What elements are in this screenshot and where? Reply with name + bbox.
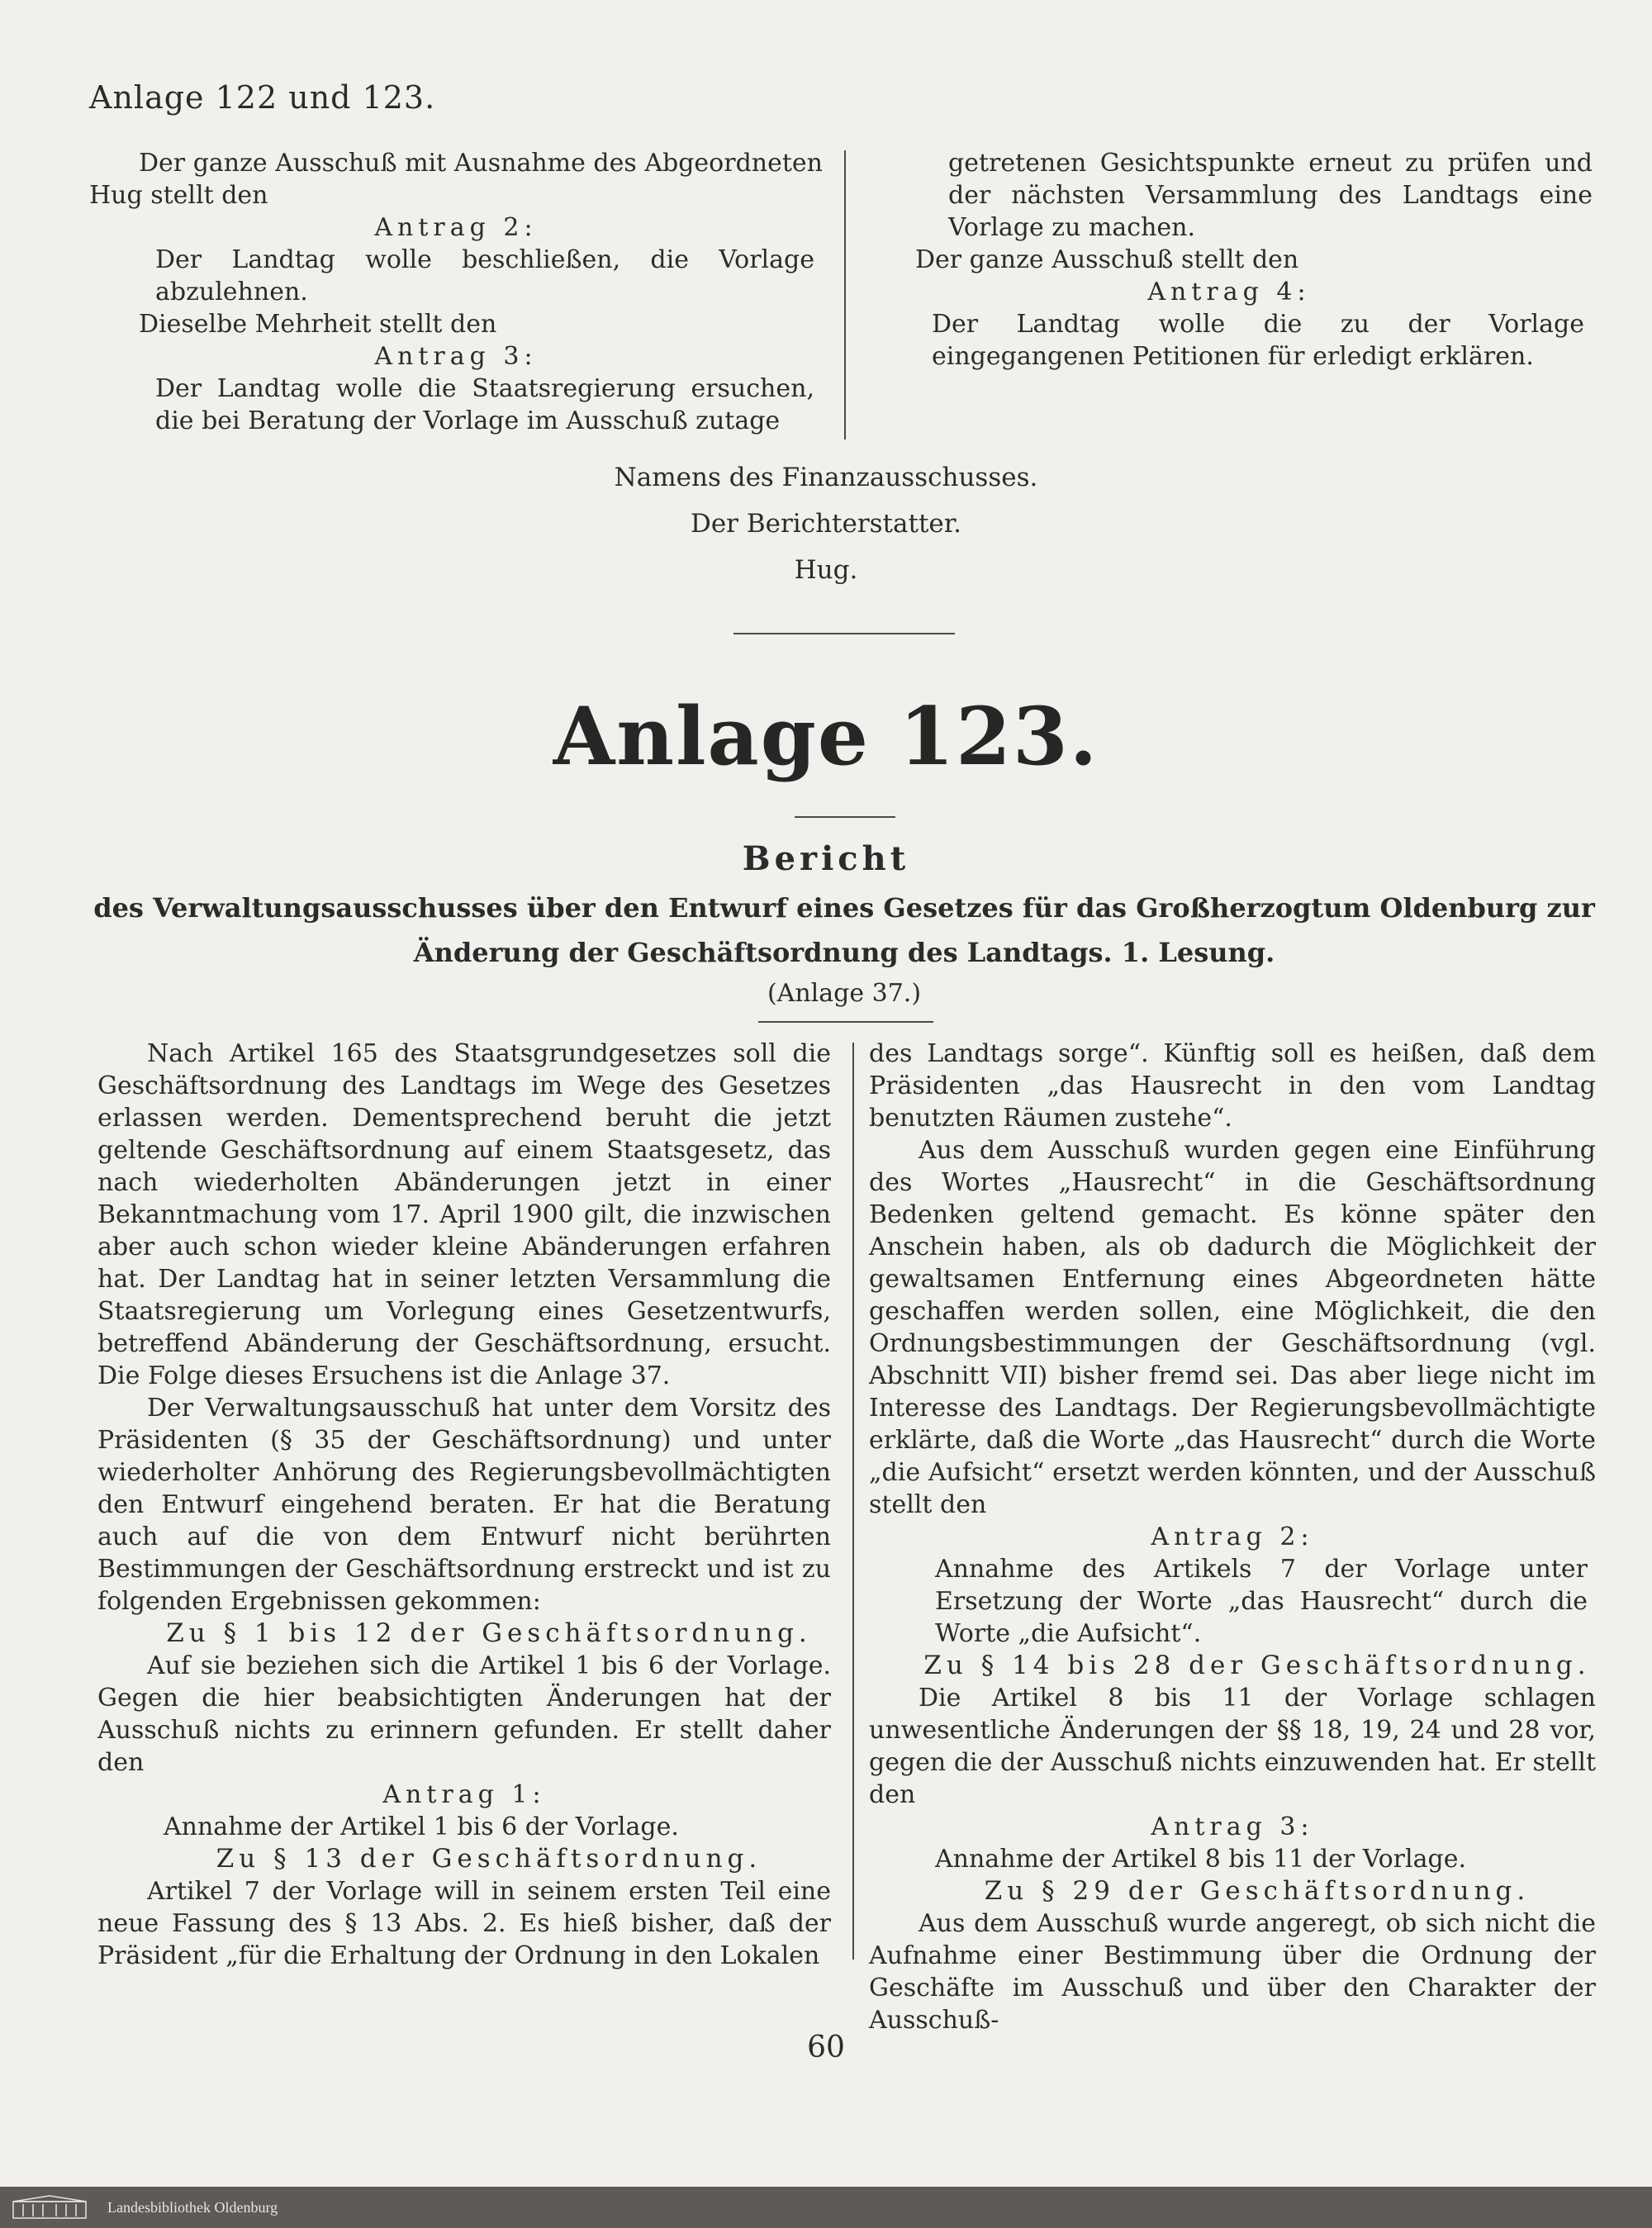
column-divider <box>844 150 846 439</box>
motion-text: Der Landtag wolle die Staatsregierung ersuchen, die bei Beratung der Vorlage im Ausschuß zutage <box>155 374 814 435</box>
section-heading: Zu § 13 der Geschäftsordnung. <box>216 1844 762 1874</box>
main-left-column <box>97 1038 831 1972</box>
motion-text: Annahme der Artikel 8 bis 11 der Vorlage. <box>935 1845 1466 1874</box>
motion-label: Antrag 2: <box>374 213 538 242</box>
separator-rule <box>733 633 955 634</box>
motion-label: Antrag 3: <box>1151 1812 1314 1841</box>
paragraph: Der ganze Ausschuß stellt den <box>915 245 1299 274</box>
report-subtitle-line2: Änderung der Geschäftsordnung des Landtags. 1. Lesung. <box>413 937 1275 968</box>
page-number: 60 <box>807 2031 845 2064</box>
paragraph: Artikel 7 der Vorlage will in seinem ersten Teil eine neue Fassung des § 13 Abs. 2. Es hieß bisher, daß der Präsident „für die Erhaltung der Ordnung in den Lokalen <box>97 1877 831 1970</box>
paragraph: getretenen Gesichtspunkte erneut zu prüfen und der nächsten Versammlung des Landtags eine Vorlage zu machen. <box>948 149 1593 242</box>
motion-label: Antrag 2: <box>1151 1523 1314 1551</box>
section-heading: Zu § 1 bis 12 der Geschäftsordnung. <box>166 1618 812 1648</box>
report-subtitle-line1: des Verwaltungsausschusses über den Entwurf eines Gesetzes für das Großherzogtum Oldenburg zur <box>93 892 1595 924</box>
paragraph: des Landtags sorge“. Künftig soll es heißen, daß dem Präsidenten „das Hausrecht in den vom Landtag benutzten Räumen zustehe“. <box>869 1039 1596 1133</box>
paragraph: Aus dem Ausschuß wurde angeregt, ob sich nicht die Aufnahme einer Bestimmung über die Ordnung der Geschäfte im Ausschuß und über den Charakter der Ausschuß- <box>869 1909 1596 2035</box>
running-head: Anlage 122 und 123. <box>89 79 436 116</box>
signature-committee: Namens des Finanzausschusses. <box>614 463 1038 492</box>
column-divider <box>852 1043 854 1960</box>
paragraph: Die Artikel 8 bis 11 der Vorlage schlagen unwesentliche Änderungen der §§ 18, 19, 24 und 28 vor, gegen die der Ausschuß nichts einzuwenden hat. Er stellt den <box>869 1684 1596 1809</box>
footer-bar <box>0 2187 1652 2228</box>
page-title: Anlage 123. <box>553 690 1099 783</box>
footer-library-name: Landesbibliothek Oldenburg <box>107 2198 278 2216</box>
paragraph: Dieselbe Mehrheit stellt den <box>139 310 497 339</box>
section-heading: Zu § 14 bis 28 der Geschäftsordnung. <box>923 1651 1591 1680</box>
motion-text: Annahme des Artikels 7 der Vorlage unter Ersetzung der Worte „das Hausrecht“ durch die Worte „die Aufsicht“. <box>935 1555 1588 1648</box>
library-building-icon <box>8 2192 91 2222</box>
motion-text: Der Landtag wolle beschließen, die Vorlage abzulehnen. <box>155 245 814 306</box>
paragraph: Nach Artikel 165 des Staatsgrundgesetzes soll die Geschäftsordnung des Landtags im Wege des Gesetzes erlassen werden. Dementsprechend beruht die jetzt geltende Geschäftsordnung auf einem Staatsgesetz, das nach wiederholten Abänderungen jetzt in einer Bekanntmachung vom 17. April 1900 gilt, die inzwischen aber auch schon wieder kleine Abänderungen erfahren hat. Der Landtag hat in seiner letzten Versammlung die Staatsregierung um Vorlegung eines Gesetzentwurfs, betreffend Abänderung der Geschäftsordnung, ersucht. Die Folge dieses Ersuchens ist die Anlage 37. <box>97 1039 831 1390</box>
report-rule <box>758 1021 933 1023</box>
motion-text: Annahme der Artikel 1 bis 6 der Vorlage. <box>164 1812 679 1841</box>
title-rule <box>795 816 895 818</box>
signature-role: Der Berichterstatter. <box>690 509 962 539</box>
motion-label: Antrag 1: <box>382 1780 546 1809</box>
paragraph: Auf sie beziehen sich die Artikel 1 bis 6 der Vorlage. Gegen die hier beabsichtigten Änderungen hat der Ausschuß nichts zu erinnern gefunden. Er stellt daher den <box>97 1651 831 1777</box>
paragraph: Aus dem Ausschuß wurden gegen eine Einführung des Wortes „Hausrecht“ in die Geschäftsordnung Bedenken geltend gemacht. Es könne später den Anschein haben, als ob dadurch die Möglichkeit der gewaltsamen Entfernung eines Abgeordneten hätte geschaffen werden sollen, eine Möglichkeit, die den Ordnungsbestimmungen der Geschäftsordnung (vgl. Abschnitt VII) bisher fremd sei. Das aber liege nicht im Interesse des Landtags. Der Regierungsbevollmächtigte erklärte, daß die Worte „das Hausrecht“ durch die Worte „die Aufsicht“ ersetzt werden könnten, und der Ausschuß stellt den <box>869 1136 1596 1519</box>
main-right-column <box>869 1038 1596 2036</box>
report-reference: (Anlage 37.) <box>767 979 922 1008</box>
section-heading: Zu § 29 der Geschäftsordnung. <box>984 1876 1531 1906</box>
motion-label: Antrag 4: <box>1147 278 1311 306</box>
motion-label: Antrag 3: <box>374 342 538 371</box>
paragraph: Der ganze Ausschuß mit Ausnahme des Abgeordneten Hug stellt den <box>89 149 823 210</box>
motion-text: Der Landtag wolle die zu der Vorlage eingegangenen Petitionen für erledigt erklären. <box>932 310 1584 371</box>
top-right-column <box>866 147 1593 373</box>
top-left-column <box>89 147 823 437</box>
report-heading: Bericht <box>742 839 910 878</box>
signature-name: Hug. <box>794 555 858 585</box>
paragraph: Der Verwaltungsausschuß hat unter dem Vorsitz des Präsidenten (§ 35 der Geschäftsordnung) und unter wiederholter Anhörung des Regierungsbevollmächtigten den Entwurf eingehend beraten. Er hat die Beratung auch auf die von dem Entwurf nicht berührten Bestimmungen der Geschäftsordnung erstreckt und ist zu folgenden Ergebnissen gekommen: <box>97 1394 831 1616</box>
